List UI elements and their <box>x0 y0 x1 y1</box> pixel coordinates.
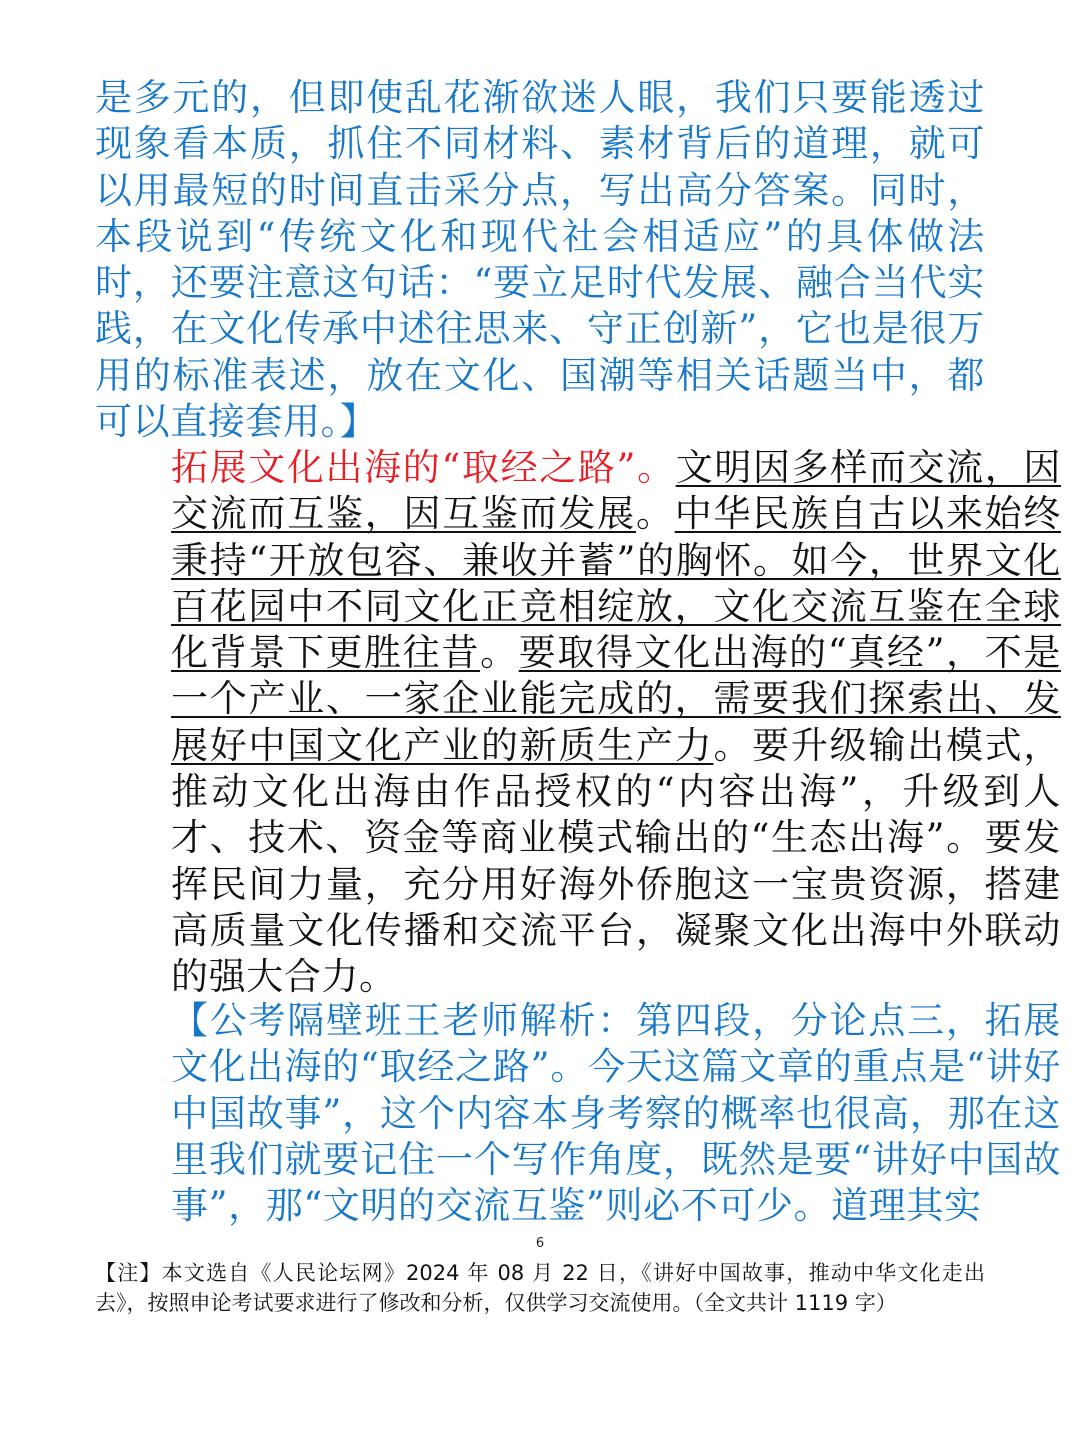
analysis-paragraph-continued: 是多元的，但即使乱花渐欲迷人眼，我们只要能透过现象看本质，抓住不同材料、素材背后的道理，就可以用最短的时间直击采分点，写出高分答案。同时，本段说到“传统文化和现代社会相适应”的具体做法时，还要注意这句话：“要立足时代发展、融合当代实践，在文化传承中述往思来、守正创新”，它也是很万用的标准表述，放在文化、国潮等相关话题当中，都可以直接套用。】 <box>95 76 985 444</box>
punctuation-1: 。 <box>635 492 675 536</box>
footer-note: 【注】本文选自《人民论坛网》2024 年 08 月 22 日，《讲好中国故事，推动中华文化走出去》，按照申论考试要求进行了修改和分析，仅供学习交流使用。（全文共计 1119 字） <box>95 1261 985 1315</box>
body-text-rest: 。要升级输出模式，推动文化出海由作品授权的“内容出海”，升级到人才、技术、资金等商业模式输出的“生态出海”。要发挥民间力量，充分用好海外侨胞这一宝贵资源，搭建高质量文化传播和交流平台，凝聚文化出海中外联动的强大合力。 <box>171 723 1061 999</box>
body-paragraph <box>95 445 1061 1001</box>
underlined-sentence-3: 要取得文化出海的“真经”，不是一个产业、一家企业能完成的，需要我们探索出、发展好中国文化产业的新质生产力 <box>171 631 1061 767</box>
punctuation-2: 。 <box>480 631 519 675</box>
underlined-sentence-1: 文明因多样而交流，因交流而互鉴，因互鉴而发展 <box>171 446 1062 536</box>
analysis-paragraph: 【公考隔壁班王老师解析：第四段，分论点三，拓展文化出海的“取经之路”。今天这篇文章的重点是“讲好中国故事”，这个内容本身考察的概率也很高，那在这里我们就要记住一个写作角度，既然是要“讲好中国故事”，那“文明的交流互鉴”则必不可少。道理其实 <box>171 999 1061 1228</box>
section-heading: 拓展文化出海的“取经之路”。 <box>171 446 676 489</box>
underlined-sentence-2: 中华民族自古以来始终秉持“开放包容、兼收并蓄”的胸怀。如今，世界文化百花园中不同文化正竞相绽放，文化交流互鉴在全球化背景下更胜往昔 <box>171 492 1062 675</box>
page-number: 6 <box>535 1236 545 1251</box>
